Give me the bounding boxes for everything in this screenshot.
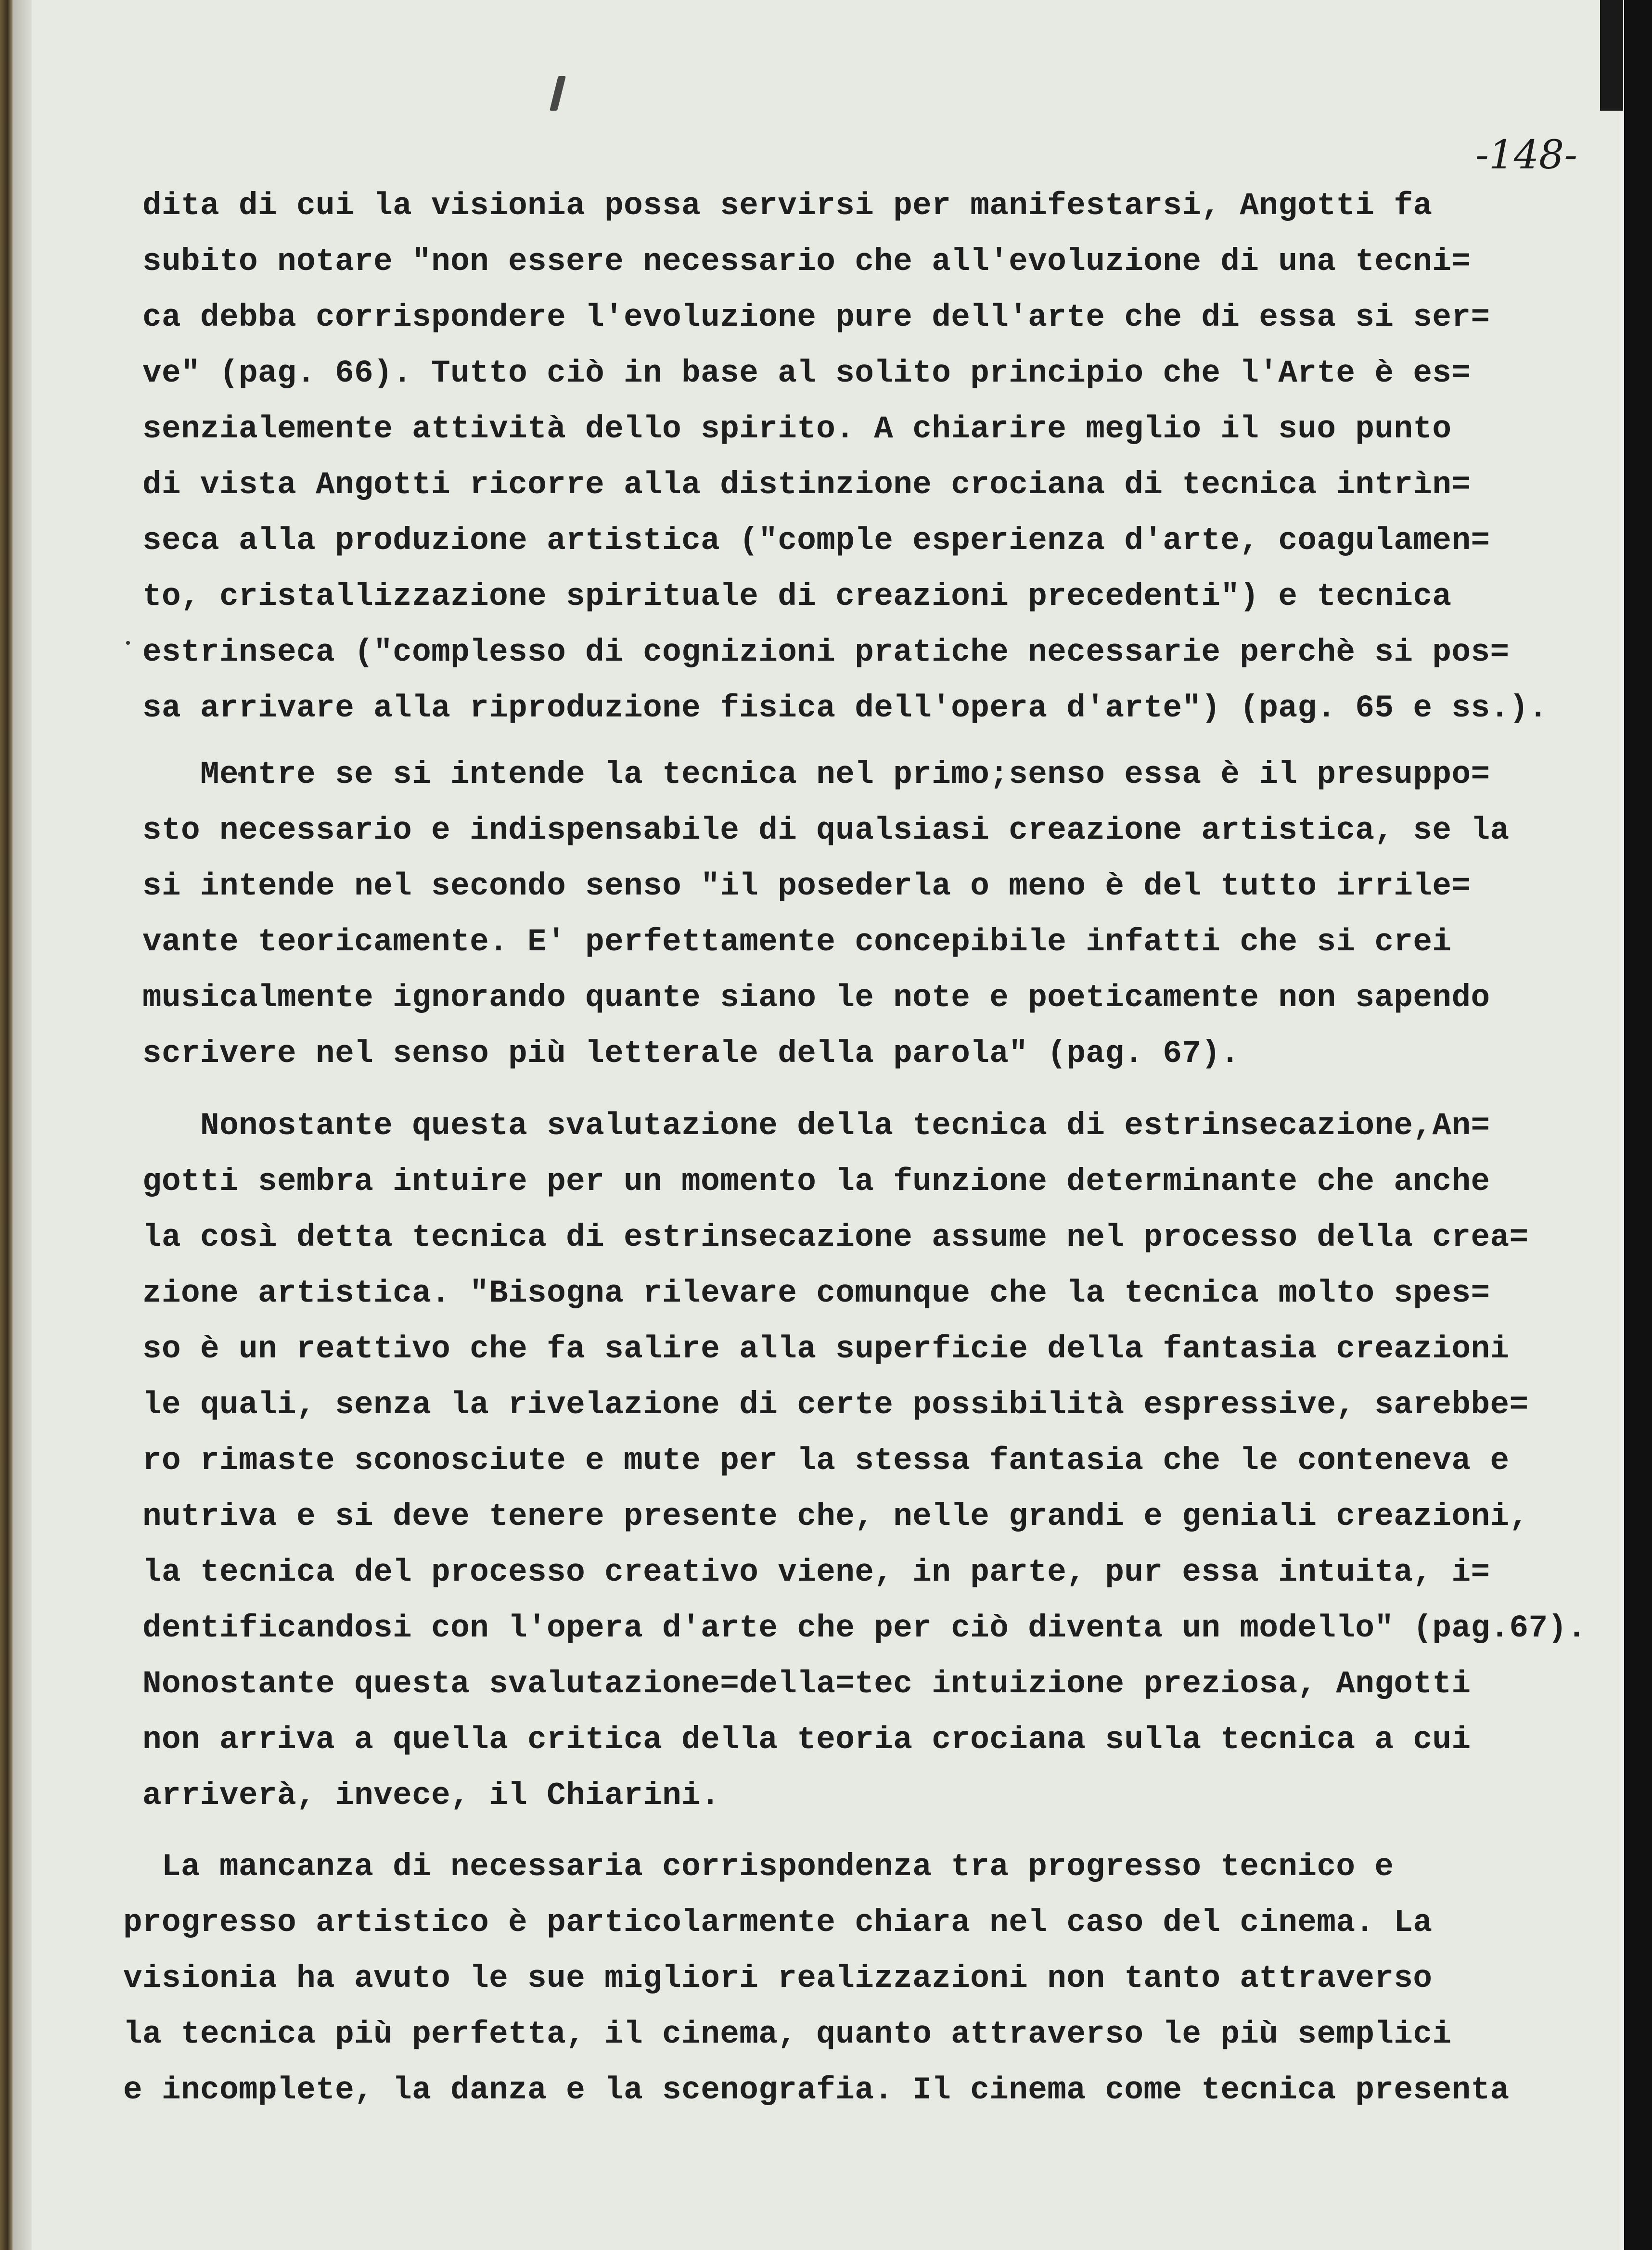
text-line: so è un reattivo che fa salire alla superficie della fantasia creazioni — [142, 1331, 1510, 1367]
text-line: ro rimaste sconosciute e mute per la stessa fantasia che le conteneva e — [142, 1443, 1510, 1479]
page-edge — [1617, 0, 1624, 2250]
typewritten-text — [32, 0, 1617, 2250]
text-line: zione artistica. "Bisogna rilevare comunque che la tecnica molto spes= — [142, 1275, 1490, 1311]
scan-border — [1624, 0, 1652, 2250]
text-line: La mancanza di necessaria corrispondenza tra progresso tecnico e — [123, 1849, 1394, 1885]
text-line: non arriva a quella critica della teoria crociana sulla tecnica a cui — [142, 1722, 1471, 1758]
text-line: seca alla produzione artistica ("comple esperienza d'arte, coagulamen= — [142, 523, 1490, 559]
text-line: gotti sembra intuire per un momento la funzione determinante che anche — [142, 1163, 1490, 1200]
text-line: Nonostante questa svalutazione della tecnica di estrinsecazione,An= — [142, 1108, 1490, 1144]
text-line: nutriva e si deve tenere presente che, nelle grandi e geniali creazioni, — [142, 1498, 1529, 1534]
text-line: senzialemente attività dello spirito. A chiarire meglio il suo punto — [142, 411, 1452, 447]
text-line: Nonostante questa svalutazione=della=tec intuizione preziosa, Angotti — [142, 1666, 1471, 1702]
text-line: dita di cui la visionia possa servirsi per manifestarsi, Angotti fa — [142, 188, 1433, 224]
text-line: di vista Angotti ricorre alla distinzione crociana di tecnica intrìn= — [142, 467, 1471, 503]
page-number: -148- — [1475, 132, 1577, 178]
text-line: la tecnica del processo creativo viene, in parte, pur essa intuita, i= — [142, 1554, 1490, 1590]
text-line: vante teoricamente. E' perfettamente concepibile infatti che si crei — [142, 924, 1452, 960]
text-line: progresso artistico è particolarmente chiara nel caso del cinema. La — [123, 1905, 1433, 1941]
text-line: musicalmente ignorando quante siano le note e poeticamente non sapendo — [142, 980, 1490, 1016]
text-line: to, cristallizzazione spirituale di creazioni precedenti") e tecnica — [142, 578, 1452, 614]
text-line: la così detta tecnica di estrinsecazione assume nel processo della crea= — [142, 1219, 1529, 1255]
page-gutter — [13, 0, 32, 2250]
binding-edge — [0, 0, 13, 2250]
text-line: Mentre se si intende la tecnica nel primo;senso essa è il presuppo= — [142, 756, 1490, 793]
text-line: dentificandosi con l'opera d'arte che per ciò diventa un modello" (pag.67). — [142, 1610, 1587, 1646]
text-line: ca debba corrispondere l'evoluzione pure dell'arte che di essa si ser= — [142, 299, 1490, 335]
text-line: si intende nel secondo senso "il posederla o meno è del tutto irrile= — [142, 868, 1471, 904]
scan-corner-mark — [1600, 0, 1623, 111]
text-line: sto necessario e indispensabile di qualsiasi creazione artistica, se la — [142, 812, 1510, 848]
text-line: estrinseca ("complesso di cognizioni pratiche necessarie perchè si pos= — [142, 634, 1510, 670]
text-line: la tecnica più perfetta, il cinema, quanto attraverso le più semplici — [123, 2016, 1452, 2052]
text-line: scrivere nel senso più letterale della parola" (pag. 67). — [142, 1036, 1240, 1072]
text-line: ve" (pag. 66). Tutto ciò in base al solito principio che l'Arte è es= — [142, 355, 1471, 391]
text-line: sa arrivare alla riproduzione fisica dell'opera d'arte") (pag. 65 e ss.). — [142, 690, 1548, 726]
text-line: subito notare "non essere necessario che all'evoluzione di una tecni= — [142, 243, 1471, 280]
text-line: le quali, senza la rivelazione di certe possibilità espressive, sarebbe= — [142, 1387, 1529, 1423]
text-line: arriverà, invece, il Chiarini. — [142, 1777, 720, 1814]
typed-page — [32, 0, 1617, 2250]
text-line: visionia ha avuto le sue migliori realizzazioni non tanto attraverso — [123, 1960, 1433, 1996]
text-line: e incomplete, la danza e la scenografia. Il cinema come tecnica presenta — [123, 2072, 1510, 2108]
